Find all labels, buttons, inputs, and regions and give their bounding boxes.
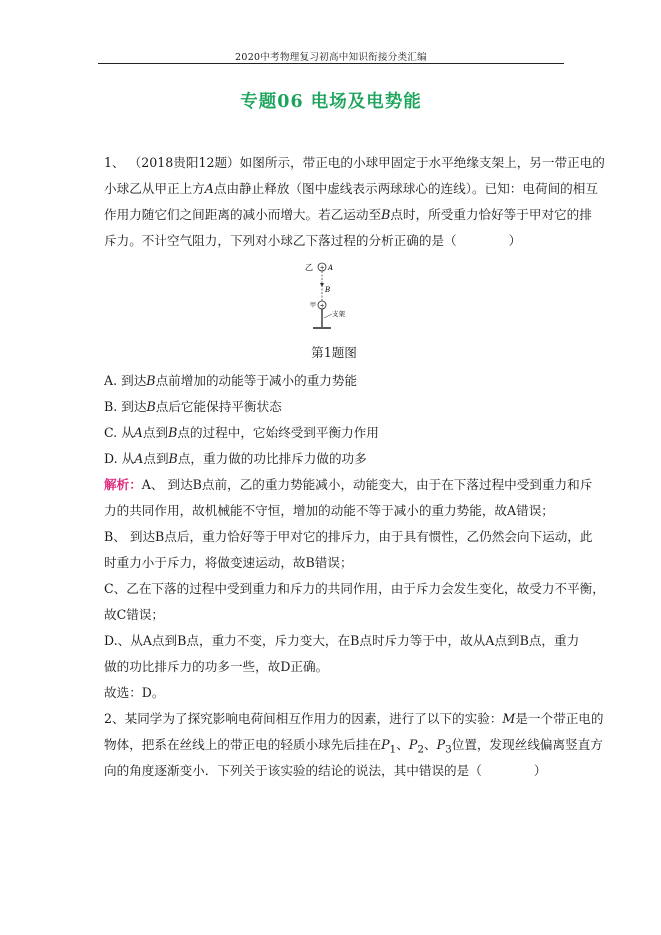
analysis-label: 解析：	[104, 477, 142, 492]
analysis-line-6: 故C错误；	[104, 607, 165, 622]
page-header: 2020中考物理复习初高中知识衔接分类汇编	[235, 52, 427, 63]
label-support: 支架	[332, 310, 345, 318]
analysis-line-3: B、 到达B点后，重力恰好等于甲对它的排斥力，由于具有惯性，乙仍然会向下运动，此	[104, 529, 593, 544]
analysis-line-2: 力的共同作用，故机械能不守恒，增加的动能不等于减小的重力势能，故A错误；	[104, 503, 554, 518]
q1-line-3: 作用力随它们之间距离的减小而增大。若乙运动至B点时，所受重力恰好等于甲对它的排	[104, 207, 592, 222]
q1-line-2: 小球乙从甲正上方A点由静止释放（图中虚线表示两球球心的连线）。已知：电荷间的相互	[104, 181, 598, 196]
q2-line-2: 物体，把系在丝线上的带正电的轻质小球先后挂在$P_1$、$P_2$、$P_3$位置，发现丝线偏离竖直方	[104, 737, 603, 756]
analysis-line-5: C、乙在下落的过程中受到重力和斥力的共同作用，由于斥力会发生变化，故受力不平衡，	[104, 581, 605, 596]
answer-line: 故选：D。	[104, 685, 165, 700]
q1-line-1: 1、 （2018贵阳12题）如图所示，带正电的小球甲固定于水平绝缘支架上，另一带正电的	[104, 155, 605, 170]
label-b: B	[325, 286, 331, 294]
analysis-line-7: D.、从A点到B点，重力不变，斥力变大，在B点时斥力等于中，故从A点到B点，重力	[104, 633, 580, 648]
figure-caption: 第1题图	[311, 345, 357, 360]
charged-balls-figure	[300, 256, 360, 336]
option-a: A. 到达B点前增加的动能等于减小的重力势能	[104, 373, 358, 388]
label-a: A	[328, 264, 334, 272]
label-jia: 甲	[310, 302, 317, 309]
q2-line-1: 2、某同学为了探究影响电荷间相互作用力的因素，进行了以下的实验：M是一个带正电的	[104, 711, 604, 726]
analysis-line-1: 解析：A、 到达B点前，乙的重力势能减小，动能变大，由于在下落过程中受到重力和斥	[104, 477, 593, 492]
option-d: D. 从A点到B点，重力做的功比排斥力做的功多	[104, 451, 367, 466]
q2-line-3: 向的角度逐渐变小．下列关于该实验的结论的说法，其中错误的是（ ）	[104, 763, 547, 778]
analysis-line-4: 时重力小于斥力，将做变速运动，故B错误；	[104, 555, 353, 570]
page-title: 专题06 电场及电势能	[240, 92, 422, 112]
q1-line-4: 斥力。不计空气阻力，下列对小球乙下落过程的分析正确的是（ ）	[104, 233, 522, 248]
option-c: C. 从A点到B点的过程中，它始终受到平衡力作用	[104, 425, 379, 440]
header-rule	[98, 63, 564, 64]
svg-text:+: +	[319, 302, 325, 310]
svg-text:+: +	[319, 264, 325, 272]
option-b: B. 到达B点后它能保持平衡状态	[104, 399, 282, 414]
label-yi: 乙	[305, 263, 313, 272]
analysis-line-8: 做的功比排斥力的功多一些，故D正确。	[104, 659, 329, 674]
down-arrow-icon	[320, 283, 324, 287]
